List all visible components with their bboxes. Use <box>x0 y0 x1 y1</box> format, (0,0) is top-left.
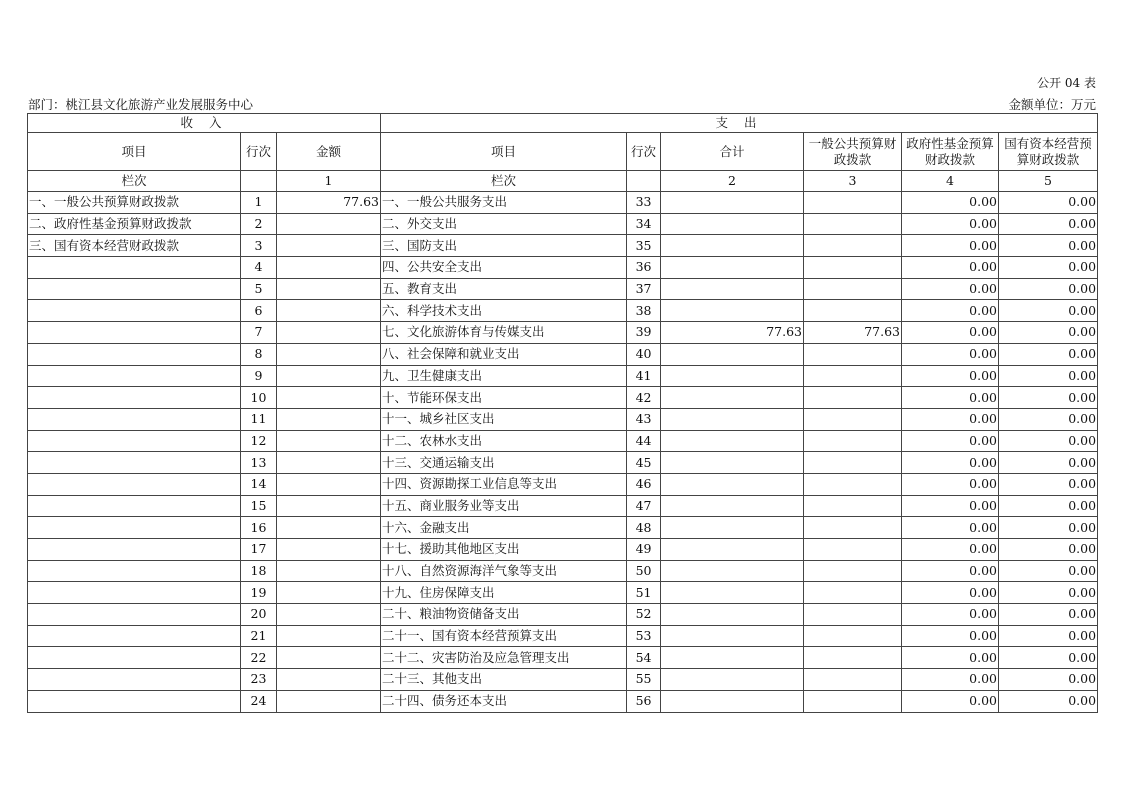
department-label: 部门：桃江县文化旅游产业发展服务中心 <box>28 97 254 112</box>
state-capital-cell: 0.00 <box>999 669 1098 691</box>
expense-row-number-cell: 39 <box>627 322 661 344</box>
expense-item-cell: 十八、自然资源海洋气象等支出 <box>381 560 627 582</box>
gov-fund-cell: 0.00 <box>902 582 999 604</box>
gov-fund-cell: 0.00 <box>902 452 999 474</box>
income-row-number-cell: 14 <box>241 473 277 495</box>
expense-row-number-cell: 46 <box>627 473 661 495</box>
colnum-total: 2 <box>661 171 804 192</box>
total-cell <box>661 582 804 604</box>
state-capital-cell: 0.00 <box>999 517 1098 539</box>
table-code: 公开 04 表 <box>1037 76 1096 90</box>
general-budget-cell <box>804 539 902 561</box>
table-row <box>28 582 1098 604</box>
income-item-cell <box>28 278 241 300</box>
income-amount-cell <box>277 213 381 235</box>
col-header-total: 合计 <box>661 133 804 171</box>
income-item-cell <box>28 300 241 322</box>
income-row-number-cell: 23 <box>241 669 277 691</box>
income-amount-cell <box>277 278 381 300</box>
expense-item-cell: 一、一般公共服务支出 <box>381 192 627 214</box>
general-budget-cell <box>804 430 902 452</box>
income-item-cell <box>28 690 241 712</box>
expense-row-number-cell: 49 <box>627 539 661 561</box>
income-item-cell <box>28 560 241 582</box>
gov-fund-cell: 0.00 <box>902 690 999 712</box>
general-budget-cell <box>804 473 902 495</box>
income-row-number-cell: 17 <box>241 539 277 561</box>
general-budget-cell <box>804 625 902 647</box>
income-amount-cell <box>277 669 381 691</box>
state-capital-cell: 0.00 <box>999 690 1098 712</box>
income-amount-cell <box>277 539 381 561</box>
income-item-cell <box>28 452 241 474</box>
income-amount-cell <box>277 517 381 539</box>
income-amount-cell <box>277 690 381 712</box>
income-row-number-cell: 7 <box>241 322 277 344</box>
table-row <box>28 235 1098 257</box>
col-header-expense-item: 项目 <box>381 133 627 171</box>
total-cell <box>661 278 804 300</box>
total-cell <box>661 495 804 517</box>
table-row <box>28 625 1098 647</box>
income-amount-cell <box>277 604 381 626</box>
income-item-cell <box>28 408 241 430</box>
expense-row-number-cell: 37 <box>627 278 661 300</box>
expense-item-cell: 十四、资源勘探工业信息等支出 <box>381 473 627 495</box>
state-capital-cell: 0.00 <box>999 343 1098 365</box>
col-header-general-budget: 一般公共预算财政拨款 <box>804 133 902 171</box>
income-item-cell <box>28 517 241 539</box>
expense-row-number-cell: 45 <box>627 452 661 474</box>
total-cell <box>661 690 804 712</box>
state-capital-cell: 0.00 <box>999 235 1098 257</box>
income-item-cell: 二、政府性基金预算财政拨款 <box>28 213 241 235</box>
income-amount-cell <box>277 408 381 430</box>
general-budget-cell <box>804 582 902 604</box>
state-capital-cell: 0.00 <box>999 625 1098 647</box>
expense-row-number-cell: 36 <box>627 257 661 279</box>
state-capital-cell: 0.00 <box>999 452 1098 474</box>
income-section-title: 收 入 <box>28 114 381 133</box>
total-cell <box>661 343 804 365</box>
total-cell <box>661 452 804 474</box>
income-row-number-cell: 21 <box>241 625 277 647</box>
expense-item-cell: 十、节能环保支出 <box>381 387 627 409</box>
col-header-income-amount: 金额 <box>277 133 381 171</box>
income-row-number-cell: 12 <box>241 430 277 452</box>
col-header-income-row: 行次 <box>241 133 277 171</box>
state-capital-cell: 0.00 <box>999 300 1098 322</box>
expense-item-cell: 二十一、国有资本经营预算支出 <box>381 625 627 647</box>
total-cell <box>661 560 804 582</box>
income-amount-cell <box>277 343 381 365</box>
expense-row-number-cell: 54 <box>627 647 661 669</box>
total-cell <box>661 192 804 214</box>
column-number-row <box>28 171 1098 192</box>
income-row-number-cell: 6 <box>241 300 277 322</box>
gov-fund-cell: 0.00 <box>902 604 999 626</box>
total-cell <box>661 257 804 279</box>
general-budget-cell <box>804 560 902 582</box>
total-cell: 77.63 <box>661 322 804 344</box>
general-budget-cell <box>804 690 902 712</box>
total-cell <box>661 625 804 647</box>
expense-item-cell: 二十二、灾害防治及应急管理支出 <box>381 647 627 669</box>
total-cell <box>661 539 804 561</box>
general-budget-cell <box>804 278 902 300</box>
expense-row-number-cell: 34 <box>627 213 661 235</box>
amount-unit-label: 金额单位：万元 <box>1008 97 1096 112</box>
gov-fund-cell: 0.00 <box>902 387 999 409</box>
total-cell <box>661 604 804 626</box>
general-budget-cell <box>804 213 902 235</box>
income-item-cell <box>28 582 241 604</box>
income-item-cell <box>28 495 241 517</box>
column-header-row <box>28 133 1098 171</box>
total-cell <box>661 300 804 322</box>
col-header-state-capital: 国有资本经营预算财政拨款 <box>999 133 1098 171</box>
state-capital-cell: 0.00 <box>999 539 1098 561</box>
income-item-cell <box>28 604 241 626</box>
table-row <box>28 343 1098 365</box>
general-budget-cell <box>804 669 902 691</box>
income-amount-cell <box>277 452 381 474</box>
state-capital-cell: 0.00 <box>999 495 1098 517</box>
total-cell <box>661 669 804 691</box>
income-row-number-cell: 24 <box>241 690 277 712</box>
expense-item-cell: 九、卫生健康支出 <box>381 365 627 387</box>
state-capital-cell: 0.00 <box>999 213 1098 235</box>
expense-row-number-cell: 42 <box>627 387 661 409</box>
general-budget-cell <box>804 495 902 517</box>
expense-item-cell: 七、文化旅游体育与传媒支出 <box>381 322 627 344</box>
expense-row-number-cell: 56 <box>627 690 661 712</box>
expense-item-cell: 三、国防支出 <box>381 235 627 257</box>
state-capital-cell: 0.00 <box>999 647 1098 669</box>
gov-fund-cell: 0.00 <box>902 539 999 561</box>
general-budget-cell <box>804 387 902 409</box>
total-cell <box>661 213 804 235</box>
gov-fund-cell: 0.00 <box>902 473 999 495</box>
expense-row-number-cell: 55 <box>627 669 661 691</box>
income-amount-cell <box>277 625 381 647</box>
colnum-income-amount: 1 <box>277 171 381 192</box>
income-amount-cell <box>277 430 381 452</box>
table-row <box>28 473 1098 495</box>
expense-row-number-cell: 43 <box>627 408 661 430</box>
state-capital-cell: 0.00 <box>999 365 1098 387</box>
income-row-number-cell: 19 <box>241 582 277 604</box>
income-row-number-cell: 1 <box>241 192 277 214</box>
table-row <box>28 430 1098 452</box>
col-header-gov-fund: 政府性基金预算财政拨款 <box>902 133 999 171</box>
income-amount-cell <box>277 582 381 604</box>
state-capital-cell: 0.00 <box>999 322 1098 344</box>
total-cell <box>661 387 804 409</box>
income-item-cell <box>28 365 241 387</box>
gov-fund-cell: 0.00 <box>902 560 999 582</box>
expense-row-number-cell: 35 <box>627 235 661 257</box>
income-row-number-cell: 22 <box>241 647 277 669</box>
colnum-state-capital: 5 <box>999 171 1098 192</box>
colnum-income-row <box>241 171 277 192</box>
expense-item-cell: 十七、援助其他地区支出 <box>381 539 627 561</box>
total-cell <box>661 235 804 257</box>
colnum-income-label: 栏次 <box>28 171 241 192</box>
expense-item-cell: 二、外交支出 <box>381 213 627 235</box>
total-cell <box>661 473 804 495</box>
gov-fund-cell: 0.00 <box>902 430 999 452</box>
gov-fund-cell: 0.00 <box>902 625 999 647</box>
gov-fund-cell: 0.00 <box>902 408 999 430</box>
income-item-cell <box>28 625 241 647</box>
expense-item-cell: 四、公共安全支出 <box>381 257 627 279</box>
table-row <box>28 192 1098 214</box>
income-item-cell <box>28 539 241 561</box>
general-budget-cell <box>804 235 902 257</box>
income-amount-cell <box>277 387 381 409</box>
table-row <box>28 560 1098 582</box>
income-row-number-cell: 3 <box>241 235 277 257</box>
expense-item-cell: 十九、住房保障支出 <box>381 582 627 604</box>
income-row-number-cell: 2 <box>241 213 277 235</box>
income-row-number-cell: 8 <box>241 343 277 365</box>
gov-fund-cell: 0.00 <box>902 517 999 539</box>
expense-section-title: 支 出 <box>381 114 1098 133</box>
expense-row-number-cell: 38 <box>627 300 661 322</box>
income-row-number-cell: 18 <box>241 560 277 582</box>
gov-fund-cell: 0.00 <box>902 647 999 669</box>
general-budget-cell <box>804 365 902 387</box>
expense-item-cell: 十五、商业服务业等支出 <box>381 495 627 517</box>
income-item-cell <box>28 387 241 409</box>
expense-item-cell: 二十三、其他支出 <box>381 669 627 691</box>
colnum-general-budget: 3 <box>804 171 902 192</box>
general-budget-cell <box>804 647 902 669</box>
col-header-income-item: 项目 <box>28 133 241 171</box>
general-budget-cell <box>804 452 902 474</box>
income-amount-cell <box>277 560 381 582</box>
gov-fund-cell: 0.00 <box>902 192 999 214</box>
table-row <box>28 278 1098 300</box>
income-amount-cell <box>277 300 381 322</box>
general-budget-cell <box>804 300 902 322</box>
income-item-cell: 一、一般公共预算财政拨款 <box>28 192 241 214</box>
table-row <box>28 257 1098 279</box>
income-row-number-cell: 20 <box>241 604 277 626</box>
expense-row-number-cell: 50 <box>627 560 661 582</box>
income-amount-cell <box>277 322 381 344</box>
expense-item-cell: 二十、粮油物资储备支出 <box>381 604 627 626</box>
total-cell <box>661 647 804 669</box>
general-budget-cell <box>804 408 902 430</box>
income-amount-cell <box>277 495 381 517</box>
expense-row-number-cell: 53 <box>627 625 661 647</box>
income-row-number-cell: 13 <box>241 452 277 474</box>
income-item-cell <box>28 647 241 669</box>
income-row-number-cell: 9 <box>241 365 277 387</box>
gov-fund-cell: 0.00 <box>902 365 999 387</box>
income-item-cell <box>28 322 241 344</box>
colnum-expense-label: 栏次 <box>381 171 627 192</box>
table-body <box>28 192 1098 713</box>
state-capital-cell: 0.00 <box>999 257 1098 279</box>
income-item-cell <box>28 473 241 495</box>
state-capital-cell: 0.00 <box>999 473 1098 495</box>
expense-row-number-cell: 52 <box>627 604 661 626</box>
expense-item-cell: 六、科学技术支出 <box>381 300 627 322</box>
state-capital-cell: 0.00 <box>999 192 1098 214</box>
table-row <box>28 213 1098 235</box>
table-row <box>28 322 1098 344</box>
table-row <box>28 669 1098 691</box>
expense-row-number-cell: 51 <box>627 582 661 604</box>
income-amount-cell <box>277 365 381 387</box>
income-item-cell <box>28 430 241 452</box>
general-budget-cell: 77.63 <box>804 322 902 344</box>
income-item-cell <box>28 257 241 279</box>
table-row <box>28 647 1098 669</box>
gov-fund-cell: 0.00 <box>902 343 999 365</box>
gov-fund-cell: 0.00 <box>902 495 999 517</box>
income-amount-cell <box>277 235 381 257</box>
expense-item-cell: 十三、交通运输支出 <box>381 452 627 474</box>
budget-table <box>27 113 1098 713</box>
income-item-cell <box>28 343 241 365</box>
state-capital-cell: 0.00 <box>999 408 1098 430</box>
general-budget-cell <box>804 257 902 279</box>
income-item-cell <box>28 669 241 691</box>
colnum-expense-row <box>627 171 661 192</box>
income-amount-cell <box>277 257 381 279</box>
expense-row-number-cell: 41 <box>627 365 661 387</box>
income-amount-cell <box>277 473 381 495</box>
state-capital-cell: 0.00 <box>999 278 1098 300</box>
income-item-cell: 三、国有资本经营财政拨款 <box>28 235 241 257</box>
income-row-number-cell: 16 <box>241 517 277 539</box>
general-budget-cell <box>804 604 902 626</box>
gov-fund-cell: 0.00 <box>902 278 999 300</box>
gov-fund-cell: 0.00 <box>902 257 999 279</box>
expense-item-cell: 十二、农林水支出 <box>381 430 627 452</box>
state-capital-cell: 0.00 <box>999 582 1098 604</box>
total-cell <box>661 430 804 452</box>
state-capital-cell: 0.00 <box>999 604 1098 626</box>
total-cell <box>661 408 804 430</box>
col-header-expense-row: 行次 <box>627 133 661 171</box>
gov-fund-cell: 0.00 <box>902 213 999 235</box>
income-row-number-cell: 11 <box>241 408 277 430</box>
state-capital-cell: 0.00 <box>999 430 1098 452</box>
expense-item-cell: 八、社会保障和就业支出 <box>381 343 627 365</box>
income-row-number-cell: 5 <box>241 278 277 300</box>
state-capital-cell: 0.00 <box>999 387 1098 409</box>
income-row-number-cell: 10 <box>241 387 277 409</box>
expense-row-number-cell: 44 <box>627 430 661 452</box>
income-amount-cell <box>277 647 381 669</box>
expense-row-number-cell: 33 <box>627 192 661 214</box>
table-row <box>28 408 1098 430</box>
table-row <box>28 365 1098 387</box>
expense-row-number-cell: 48 <box>627 517 661 539</box>
colnum-gov-fund: 4 <box>902 171 999 192</box>
section-header-row <box>28 114 1098 133</box>
table-row <box>28 300 1098 322</box>
expense-item-cell: 十一、城乡社区支出 <box>381 408 627 430</box>
income-row-number-cell: 4 <box>241 257 277 279</box>
general-budget-cell <box>804 192 902 214</box>
expense-item-cell: 十六、金融支出 <box>381 517 627 539</box>
expense-item-cell: 二十四、债务还本支出 <box>381 690 627 712</box>
table-row <box>28 452 1098 474</box>
income-row-number-cell: 15 <box>241 495 277 517</box>
expense-item-cell: 五、教育支出 <box>381 278 627 300</box>
table-row <box>28 539 1098 561</box>
table-row <box>28 387 1098 409</box>
table-row <box>28 517 1098 539</box>
gov-fund-cell: 0.00 <box>902 300 999 322</box>
expense-row-number-cell: 47 <box>627 495 661 517</box>
total-cell <box>661 365 804 387</box>
expense-row-number-cell: 40 <box>627 343 661 365</box>
general-budget-cell <box>804 343 902 365</box>
gov-fund-cell: 0.00 <box>902 669 999 691</box>
gov-fund-cell: 0.00 <box>902 235 999 257</box>
table-row <box>28 604 1098 626</box>
income-amount-cell: 77.63 <box>277 192 381 214</box>
table-row <box>28 690 1098 712</box>
general-budget-cell <box>804 517 902 539</box>
gov-fund-cell: 0.00 <box>902 322 999 344</box>
state-capital-cell: 0.00 <box>999 560 1098 582</box>
table-row <box>28 495 1098 517</box>
total-cell <box>661 517 804 539</box>
